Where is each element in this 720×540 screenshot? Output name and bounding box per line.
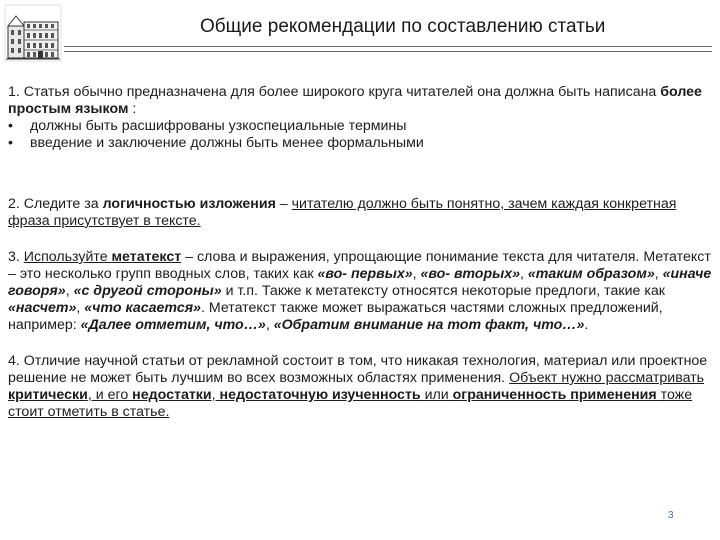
text-run: , <box>76 300 85 316</box>
bullet-text: должны быть расшифрованы узкоспециальные термины <box>30 118 407 134</box>
bullet-icon: • <box>8 118 13 134</box>
emphasis-metatext: метатекст <box>111 249 182 265</box>
example-phrase: «иначе говоря» <box>8 266 712 299</box>
example-phrase: «что касается» <box>84 300 201 316</box>
slide-content <box>8 84 714 421</box>
text-run: 1. Статья обычно предназначена для более широкого круга читателей она должна быть написана <box>8 84 661 100</box>
section-2 <box>8 196 714 230</box>
university-building-icon <box>4 4 62 62</box>
bullet-text: введение и заключение должны быть менее формальными <box>30 135 424 151</box>
bullet-item <box>8 135 714 152</box>
text-run: и т.п. Также к метатексту относятся некоторые предлоги, такие как <box>221 283 665 299</box>
section-1-intro <box>8 84 714 118</box>
emphasis-simple-language: более простым языком <box>8 84 702 117</box>
emphasis-drawbacks: недостатки <box>132 387 212 403</box>
text-run: – слова и выражения, упрощающие понимание текста для читателя. Метатекст – это несколько групп вводных слов, таких как <box>8 249 711 282</box>
slide-title: Общие рекомендации по составлению статьи <box>200 16 606 37</box>
title-divider <box>64 46 712 52</box>
emphasis-logic: логичностью изложения <box>102 196 276 212</box>
example-phrase: «насчет» <box>8 300 77 316</box>
example-phrase: «Далее отметим, что…» <box>80 317 266 333</box>
text-run: , <box>412 266 421 282</box>
bullet-item <box>8 118 714 135</box>
text-run: 3. <box>8 249 24 265</box>
example-phrase: «Обратим внимание на тот факт, что…» <box>273 317 585 333</box>
example-phrase: «с другой стороны» <box>73 283 222 299</box>
page-number: 3 <box>668 510 674 521</box>
text-run: , <box>654 266 663 282</box>
section-4 <box>8 353 714 421</box>
example-phrase: «во- первых» <box>317 266 413 282</box>
text-run: 4. Отличие научной статьи от рекламной состоит в том, что никакая технология, материал или проектное решение не может быть лучшим во всех возможных областях применения. <box>8 353 708 386</box>
underlined-text: Используйте <box>23 249 112 265</box>
example-phrase: «во- вторых» <box>420 266 521 282</box>
text-run: . <box>584 317 589 333</box>
text-run: , <box>265 317 274 333</box>
text-run: , <box>65 283 74 299</box>
underlined-text: или <box>420 387 453 403</box>
text-run: – <box>275 196 292 212</box>
text-run: : <box>128 101 137 117</box>
text-run: , <box>520 266 528 282</box>
section-3 <box>8 249 714 334</box>
bullet-icon: • <box>8 135 13 151</box>
underlined-text: , и его <box>87 387 133 403</box>
underlined-text: тоже стоит отметить в статье. <box>8 387 693 420</box>
emphasis-critically: критически <box>8 387 88 403</box>
text-run: 2. Следите за <box>8 196 103 212</box>
underlined-text: читателю должно быть понятно, зачем каждая конкретная фраза присутствует в тексте. <box>8 196 677 229</box>
example-phrase: «таким образом» <box>527 266 655 282</box>
underlined-text: , <box>211 387 220 403</box>
emphasis-insufficient-study: недостаточную изученность <box>219 387 421 403</box>
underlined-text: Объект нужно рассматривать <box>509 370 705 386</box>
text-run: . Метатекст также может выражаться частями сложных предложений, например: <box>8 300 663 333</box>
emphasis-limited-application: ограниченность применения <box>452 387 657 403</box>
